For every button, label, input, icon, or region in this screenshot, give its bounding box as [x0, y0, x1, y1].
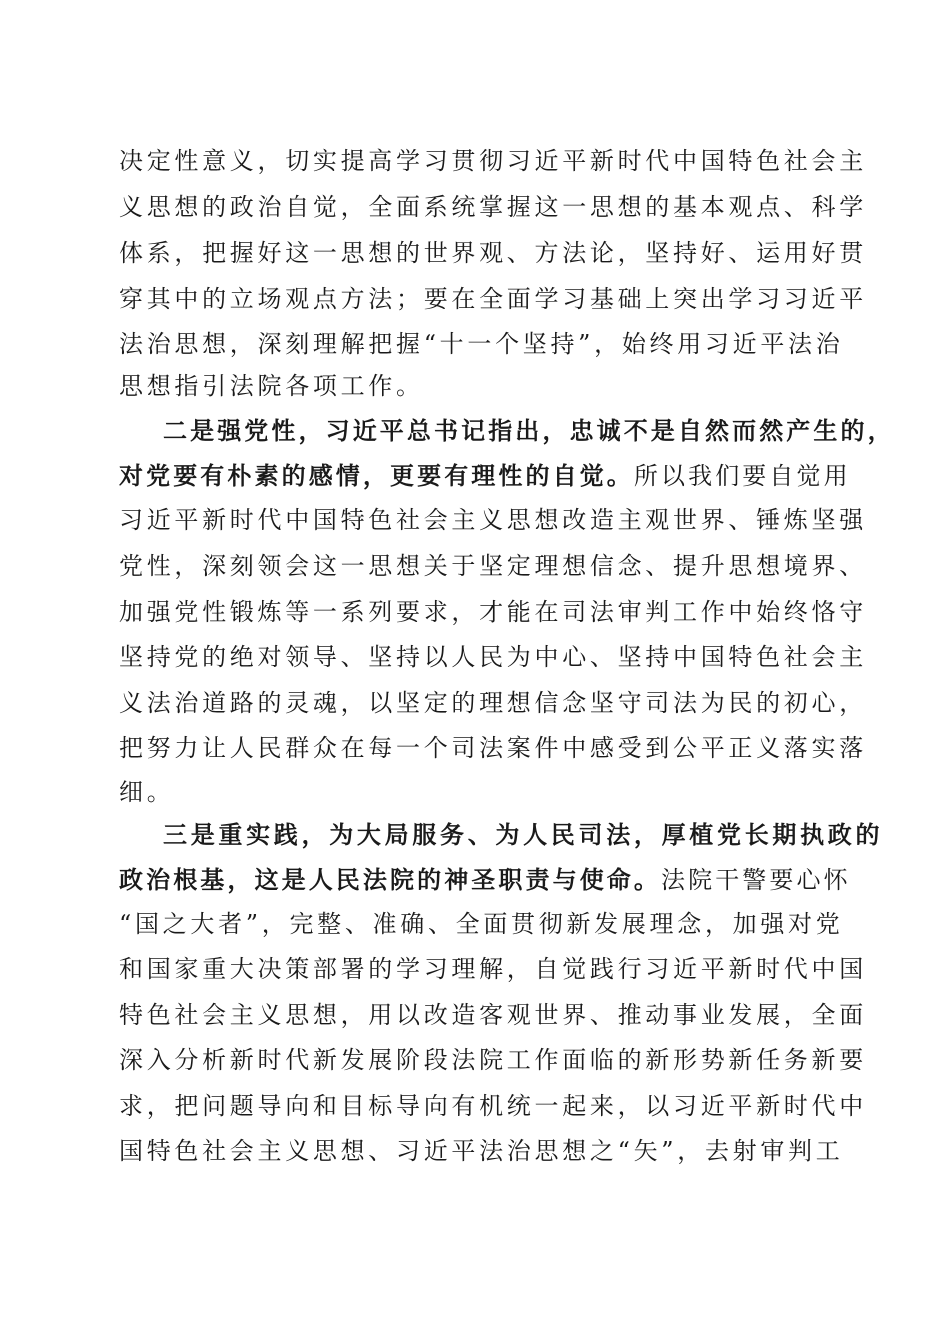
paragraph-2-heading-line: 二是强党性，习近平总书记指出，忠诚不是自然而然产生的， [163, 416, 895, 445]
paragraph-3-line-4: 和国家重大决策部署的学习理解，自觉践行习近平新时代中国 [119, 955, 867, 983]
paragraph-2-line-4: 党性，深刻领会这一思想关于坚定理想信念、提升思想境界、 [119, 552, 867, 580]
paragraph-3-line-5: 特色社会主义思想，用以改造客观世界、推动事业发展，全面 [119, 1001, 867, 1029]
paragraph-3-line-7: 求，把问题导向和目标导向有机统一起来，以习近平新时代中 [119, 1092, 867, 1120]
paragraph-2-line-5: 加强党性锻炼等一系列要求，才能在司法审判工作中始终恪守 [119, 598, 867, 626]
paragraph-1-line-3: 体系，把握好这一思想的世界观、方法论，坚持好、运用好贯 [119, 239, 867, 267]
paragraph-2-line-3: 习近平新时代中国特色社会主义思想改造主观世界、锤炼坚强 [119, 506, 867, 534]
paragraph-3-line-2 [119, 862, 851, 898]
paragraph-3-line-8: 国特色社会主义思想、习近平法治思想之“矢”，去射审判工 [119, 1137, 844, 1165]
paragraph-3-line-6: 深入分析新时代新发展阶段法院工作面临的新形势新任务新要 [119, 1046, 867, 1074]
paragraph-1-line-5: 法治思想，深刻理解把握“十一个坚持”，始终用习近平法治 [119, 330, 844, 358]
paragraph-2-line-8: 把努力让人民群众在每一个司法案件中感受到公平正义落实落 [119, 734, 867, 762]
paragraph-2-line-7: 义法治道路的灵魂，以坚定的理想信念坚守司法为民的初心， [119, 689, 867, 717]
paragraph-2-line-2-rest: 所以我们要自觉用 [633, 462, 851, 490]
paragraph-3-line-3: “国之大者”，完整、准确、全面贯彻新发展理念，加强对党 [119, 910, 844, 938]
paragraph-1-line-1: 决定性意义，切实提高学习贯彻习近平新时代中国特色社会主 [119, 147, 867, 175]
paragraph-2-line-6: 坚持党的绝对领导、坚持以人民为中心、坚持中国特色社会主 [119, 643, 867, 671]
paragraph-3-heading-continued: 政治根基，这是人民法院的神圣职责与使命。 [119, 865, 661, 894]
paragraph-2-line-9: 细。 [119, 778, 175, 806]
paragraph-2-line-2 [119, 458, 851, 494]
paragraph-2-heading-continued: 对党要有朴素的感情，更要有理性的自觉。 [119, 461, 634, 490]
paragraph-1-line-6: 思想指引法院各项工作。 [119, 372, 424, 400]
paragraph-1-line-4: 穿其中的立场观点方法；要在全面学习基础上突出学习习近平 [119, 285, 867, 313]
paragraph-3-line-2-rest: 法院干警要心怀 [661, 866, 851, 894]
paragraph-1-line-2: 义思想的政治自觉，全面系统掌握这一思想的基本观点、科学 [119, 193, 867, 221]
paragraph-3-heading-line: 三是重实践，为大局服务、为人民司法，厚植党长期执政的 [163, 820, 884, 849]
